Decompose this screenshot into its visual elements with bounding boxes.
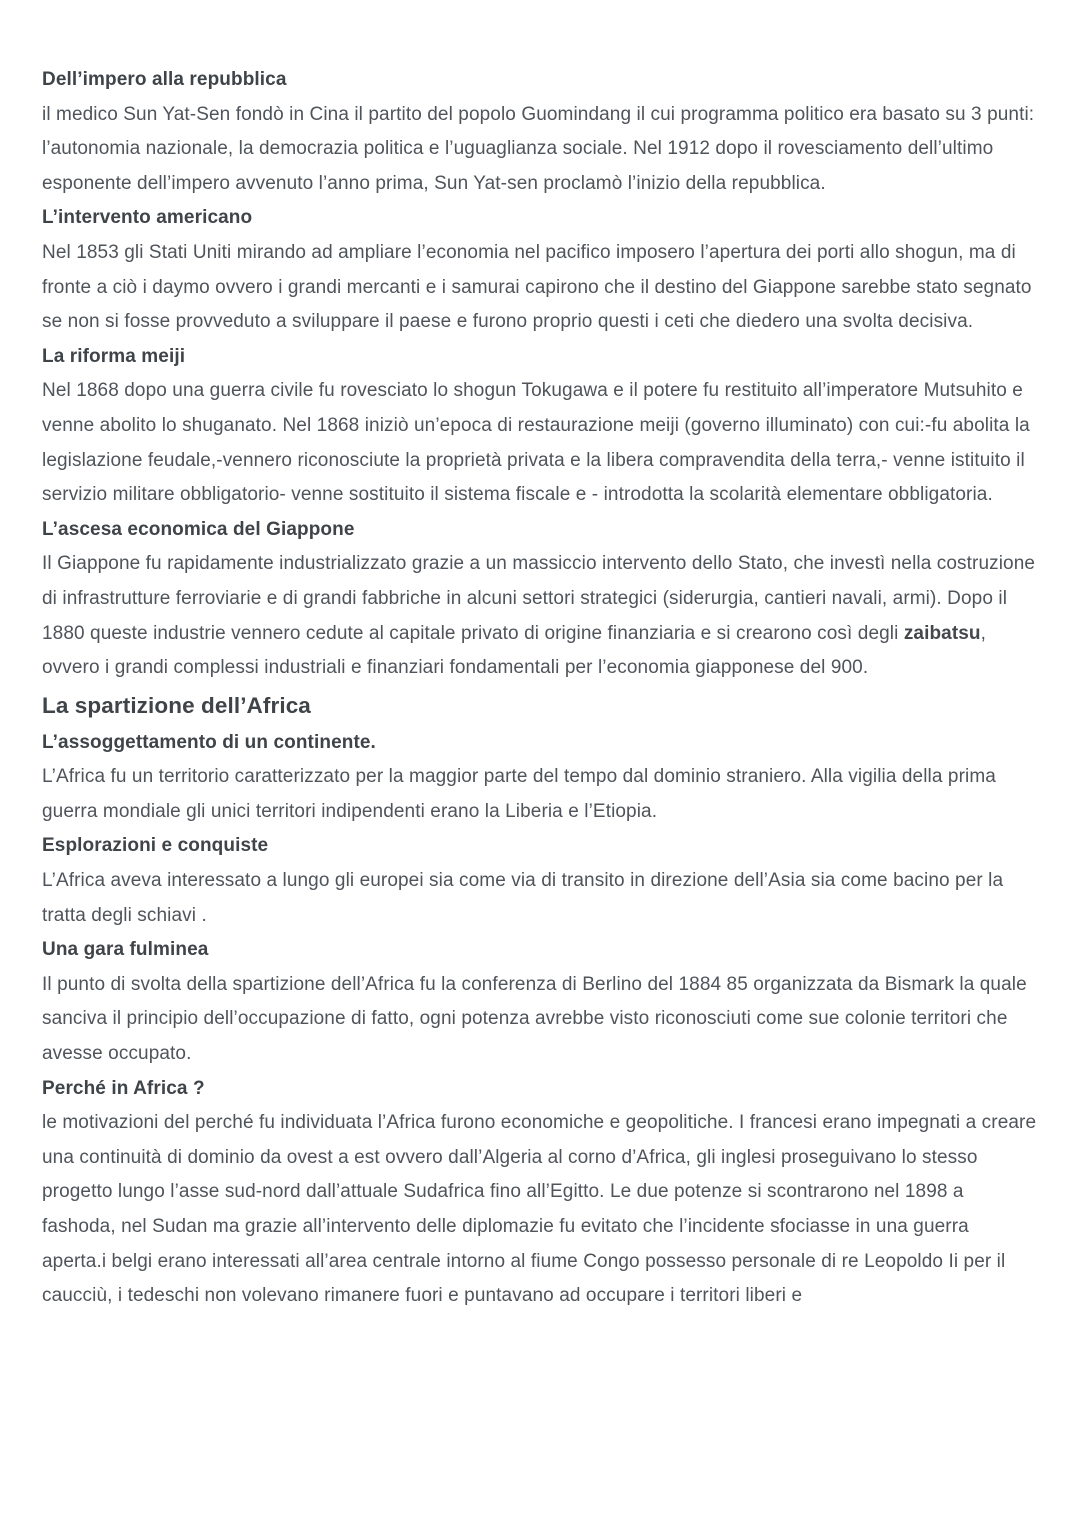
section-heading: La riforma meiji — [42, 345, 186, 367]
section-heading: Una gara fulminea — [42, 939, 209, 961]
chapter-title-spartizione-africa: La spartizione dell’Africa — [42, 692, 311, 718]
section-paragraph: L’Africa aveva interessato a lungo gli europei sia come via di transito in direzione dell’Asia sia come bacino per la tratta degli schiavi . — [42, 870, 1004, 926]
section-heading: L’intervento americano — [42, 207, 253, 229]
paragraph-text: Il Giappone fu rapidamente industrializzato grazie a un massiccio intervento dello Stato, che investì nella costruzione di infrastrutture ferroviarie e di grandi fabbriche in alcuni settori strategici (siderurgia, cantieri navali, armi). Dopo il 1880 queste industrie vennero cedute al capitale privato di origine finanziaria e si crearono così degli — [42, 553, 1036, 644]
section-paragraph — [42, 547, 1038, 685]
section-paragraph: L’Africa fu un territorio caratterizzato per la maggior parte del tempo dal dominio straniero. Alla vigilia della prima guerra mondiale gli unici territori indipendenti erano la Liberia e l’Etiopia. — [42, 766, 996, 822]
section-paragraph: Nel 1853 gli Stati Uniti mirando ad ampliare l’economia nel pacifico imposero l’apertura dei porti allo shogun, ma di fronte a ciò i daymo ovvero i grandi mercanti e i samurai capirono che il destino del Giappone sarebbe stato segnato se non si fosse provveduto a sviluppare il paese e furono proprio questi i ceti che diedero una svolta decisiva. — [42, 241, 1032, 333]
section-heading: L’assoggettamento di un continente. — [42, 731, 376, 753]
section-assoggettamento-continente — [42, 726, 1038, 830]
section-riforma-meiji — [42, 340, 1038, 513]
section-impero-repubblica — [42, 63, 1038, 201]
section-perche-in-africa — [42, 1072, 1038, 1314]
section-paragraph: Nel 1868 dopo una guerra civile fu rovesciato lo shogun Tokugawa e il potere fu restituito all’imperatore Mutsuhito e venne abolito lo shuganato. Nel 1868 iniziò un’epoca di restaurazione meiji (governo illuminato) con cui:-fu abolita la legislazione feudale,-vennero riconosciute la proprietà privata e la libera compravendita della terra,- venne istituito il servizio militare obbligatorio- venne sostituito il sistema fiscale e - introdotta la scolarità elementare obbligatoria. — [42, 380, 1030, 506]
section-paragraph: Il punto di svolta della spartizione dell’Africa fu la conferenza di Berlino del 1884 85 organizzata da Bismark la quale sanciva il principio dell’occupazione di fatto, ogni potenza avrebbe visto riconosciuti come sue colonie territori che avesse occupato. — [42, 973, 1027, 1065]
section-esplorazioni-conquiste — [42, 829, 1038, 933]
section-heading: L’ascesa economica del Giappone — [42, 518, 355, 540]
section-paragraph: il medico Sun Yat-Sen fondò in Cina il partito del popolo Guomindang il cui programma politico era basato su 3 punti: l’autonomia nazionale, la democrazia politica e l’uguaglianza sociale. Nel 1912 dopo il rovesciamento dell’ultimo esponente dell’impero avvenuto l’anno prima, Sun Yat-sen proclamò l’inizio della repubblica. — [42, 103, 1035, 194]
section-heading: Esplorazioni e conquiste — [42, 835, 269, 857]
bold-term-zaibatsu: zaibatsu — [903, 622, 981, 644]
section-paragraph: le motivazioni del perché fu individuata l’Africa furono economiche e geopolitiche. I francesi erano impegnati a creare una continuità di dominio da ovest a est ovvero dall’Algeria al corno d’Africa, gli inglesi proseguivano lo stesso progetto lungo l’asse sud-nord dall’attuale Sudafrica fino all’Egitto. Le due potenze si scontrarono nel 1898 a fashoda, nel Sudan ma grazie all’intervento delle diplomazie fu evitato che l’incidente sfociasse in una guerra aperta.i belgi erano interessati all’area centrale intorno al fiume Congo possesso personale di re Leopoldo Ii per il caucciù, i tedeschi non volevano rimanere fuori e puntavano ad occupare i territori liberi e — [42, 1112, 1037, 1307]
section-intervento-americano — [42, 201, 1038, 339]
section-gara-fulminea — [42, 933, 1038, 1071]
section-heading: Perché in Africa ? — [42, 1077, 205, 1099]
section-ascesa-economica-giappone — [42, 513, 1038, 686]
paragraph-text: , ovvero i grandi complessi industriali e finanziari fondamentali per l’economia giapponese del 900. — [42, 622, 987, 679]
section-heading: Dell’impero alla repubblica — [42, 69, 287, 90]
